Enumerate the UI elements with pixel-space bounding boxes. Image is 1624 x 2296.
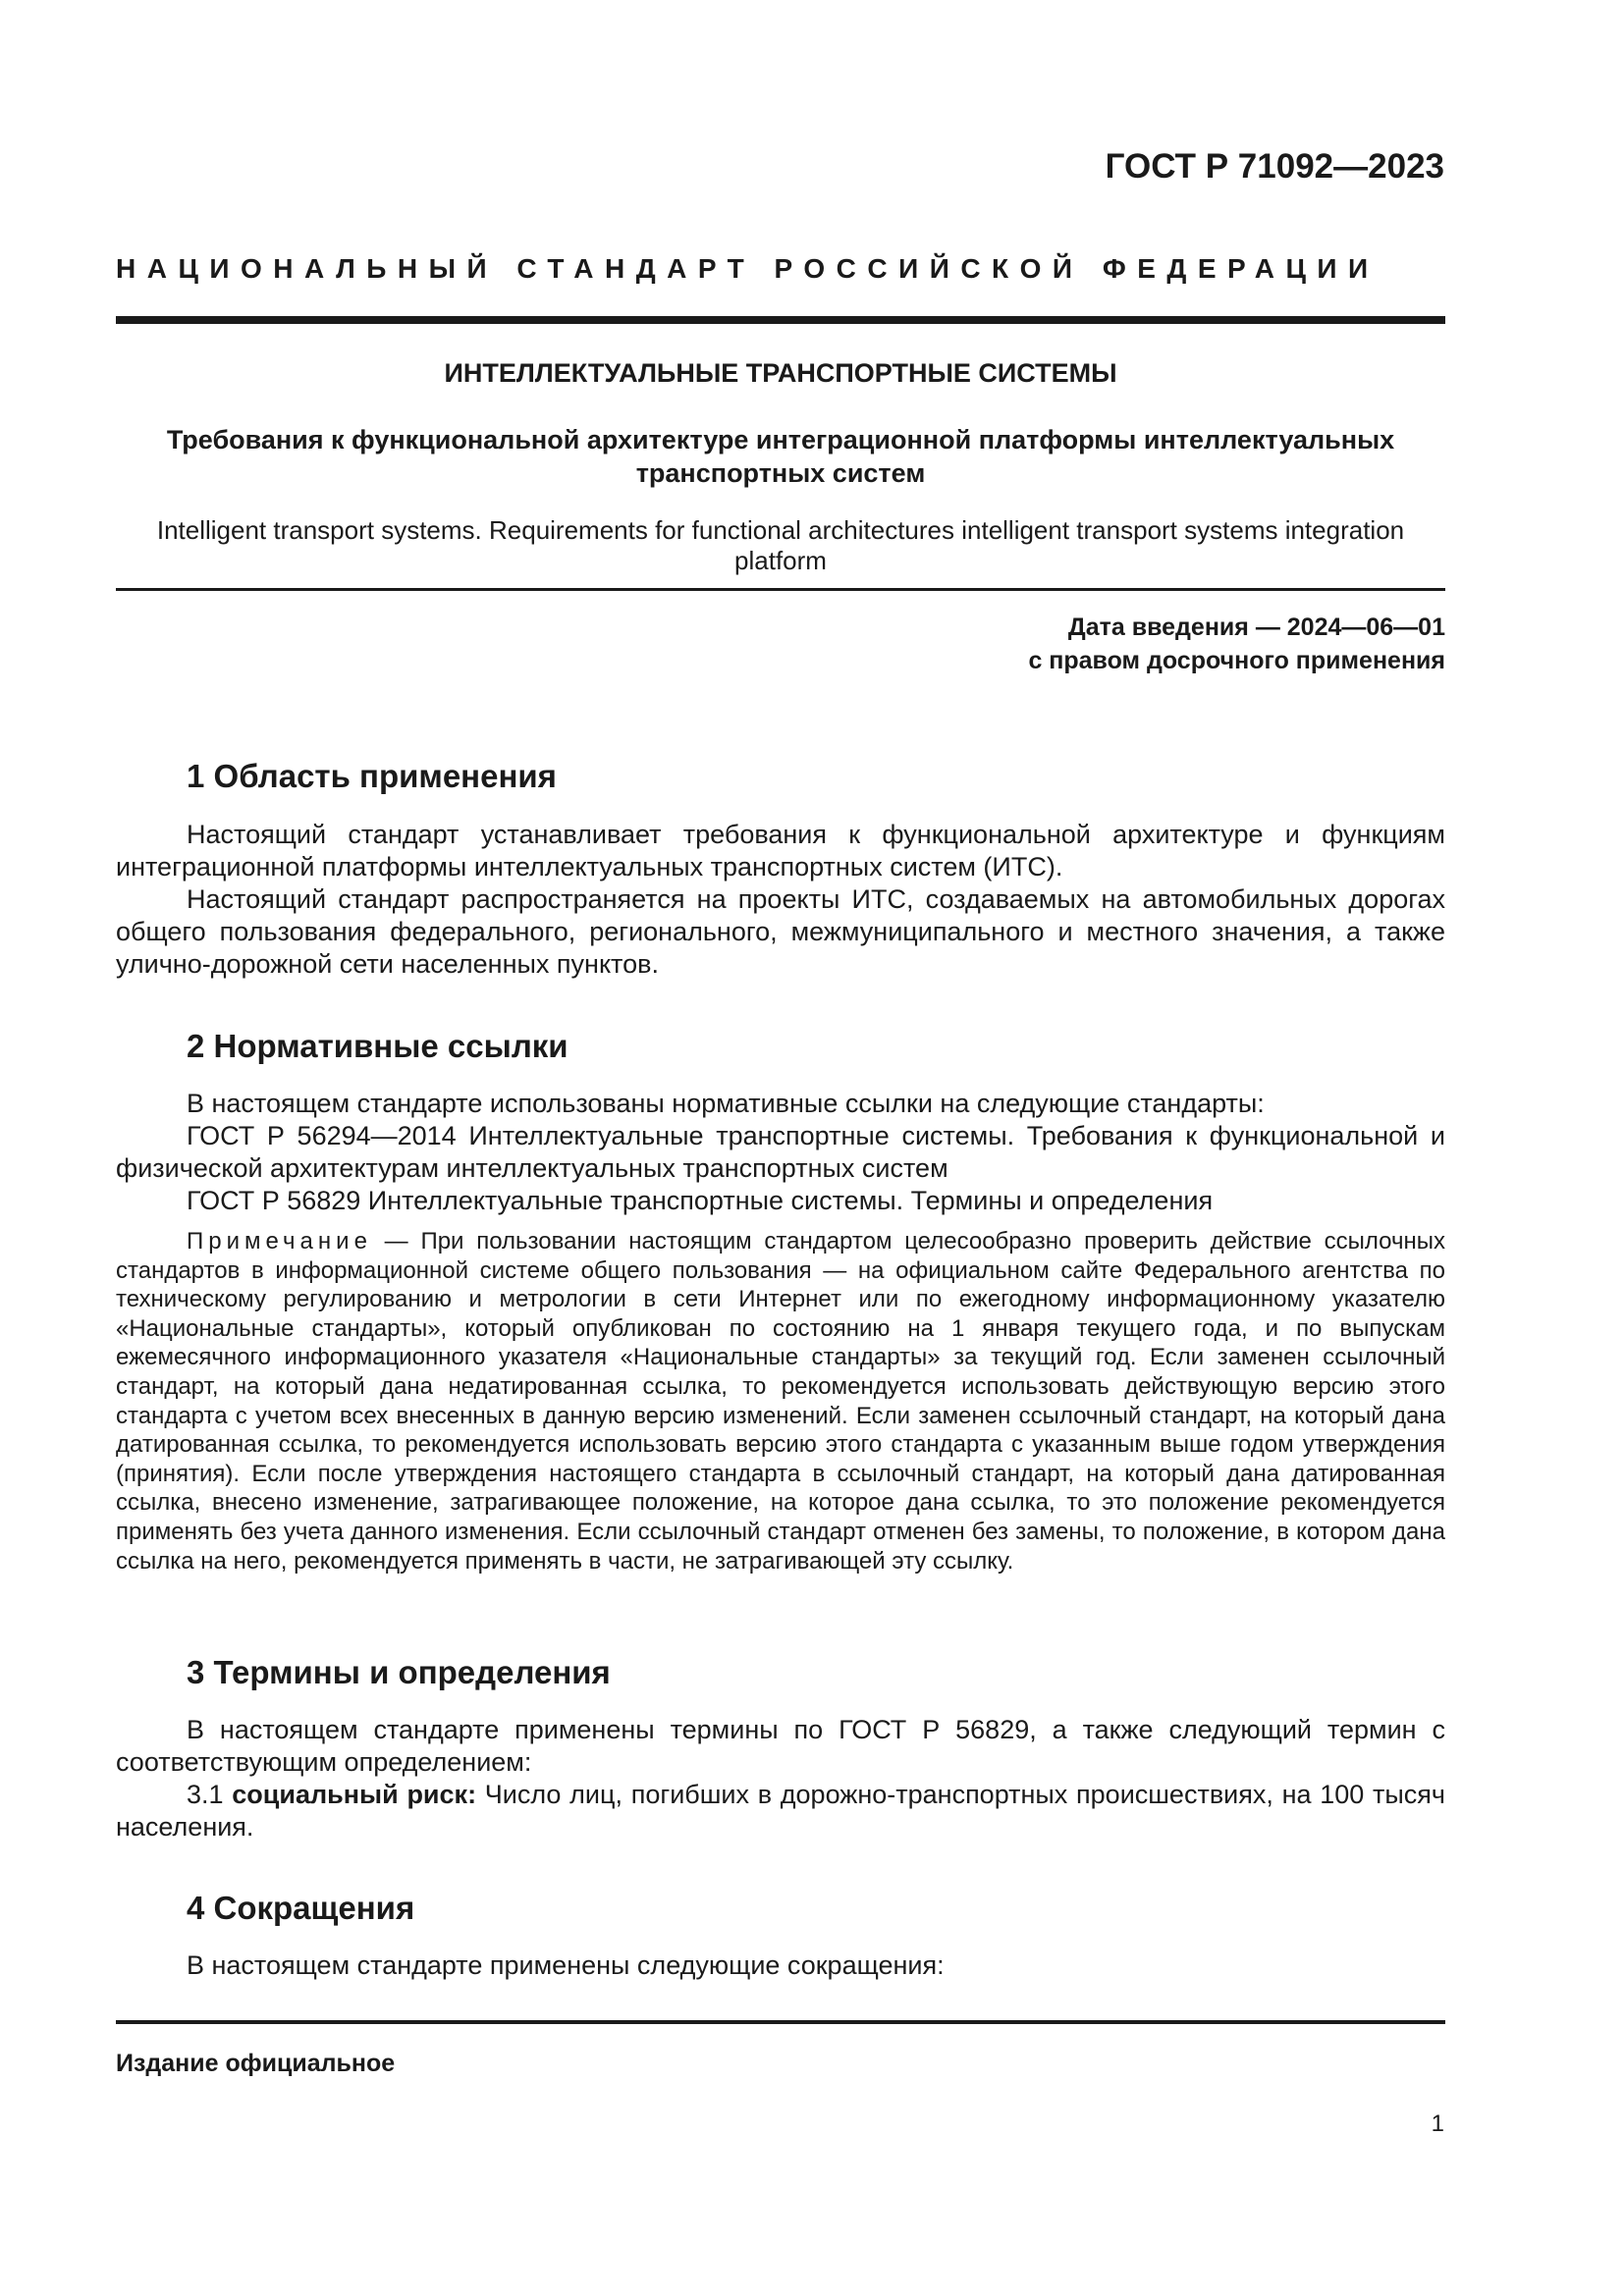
section-body-refs (116, 1088, 1445, 1217)
header-divider (116, 316, 1445, 324)
paragraph: Настоящий стандарт устанавливает требования к функциональной архитектуре и функциям интеграционной платформы интеллектуальных транспортных систем (ИТС). (116, 820, 1445, 881)
term-text: Число лиц, погибших в дорожно-транспортных происшествиях, на 100 тысяч населения. (116, 1780, 1445, 1842)
section-heading-refs: 2 Нормативные ссылки (187, 1028, 568, 1064)
paragraph: Настоящий стандарт распространяется на проекты ИТС, создаваемых на автомобильных дорогах общего пользования федерального, регионального, межмуниципального и местного значения, а также улично-дорожной сети населенных пунктов. (116, 884, 1445, 979)
section-body-terms (116, 1714, 1445, 1843)
english-title: Intelligent transport systems. Requirements for functional architectures intelligent transport systems integration platform (156, 515, 1405, 575)
note-text: — При пользовании настоящим стандартом целесообразно проверить действие ссылочных стандартов в информационной системе общего пользования — на официальном сайте Федерального агентства по техническому регулированию и метрологии в сети Интернет или по ежегодному информационному указателю «Национальные стандарты», который опубликован по состоянию на 1 января текущего года, и по выпускам ежемесячного информационного указателя «Национальные стандарты» за текущий год. Если заменен ссылочный стандарт, на который дана недатированная ссылка, то рекомендуется использовать действующую версию этого стандарта с учетом всех внесенных в данную версию изменений. Если заменен ссылочный стандарт, на который дана датированная ссылка, то рекомендуется использовать версию этого стандарта с указанным выше годом утверждения (принятия). Если после утверждения настоящего стандарта в ссылочный стандарт, на который дана датированная ссылка, внесено изменение, затрагивающее положение, на которое дана ссылка, то это положение рекомендуется применять без учета данного изменения. Если ссылочный стандарт отменен без замены, то положение, в котором дана ссылка на него, рекомендуется применять в части, не затрагивающей эту ссылку. (116, 1228, 1445, 1575)
title-divider (116, 588, 1445, 591)
introduction-date: Дата введения — 2024—06—01 (1067, 614, 1445, 641)
section-heading-abbr: 4 Сокращения (187, 1890, 415, 1926)
edition-label: Издание официальное (116, 2050, 396, 2077)
introduction-date-block (1028, 611, 1445, 677)
early-application-note: с правом досрочного применения (1028, 647, 1445, 674)
note-block (116, 1227, 1445, 1575)
paragraph: В настоящем стандарте применены термины по ГОСТ Р 56829, а также следующий термин с соответствующим определением: (116, 1715, 1445, 1777)
paragraph: В настоящем стандарте применены следующие сокращения: (187, 1950, 945, 1980)
section-heading-scope: 1 Область применения (187, 758, 557, 794)
paragraph: В настоящем стандарте использованы нормативные ссылки на следующие стандарты: (187, 1089, 1265, 1118)
section-heading-terms: 3 Термины и определения (187, 1654, 611, 1690)
system-title: ИНТЕЛЛЕКТУАЛЬНЫЕ ТРАНСПОРТНЫЕ СИСТЕМЫ (444, 358, 1117, 388)
term-definition (116, 1779, 1445, 1843)
reference-item: ГОСТ Р 56294—2014 Интеллектуальные транспортные системы. Требования к функциональной и физической архитектурам интеллектуальных транспортных систем (116, 1121, 1445, 1183)
standard-designation: ГОСТ Р 71092—2023 (1105, 147, 1444, 186)
section-body-scope (116, 819, 1445, 981)
reference-item: ГОСТ Р 56829 Интеллектуальные транспортные системы. Термины и определения (187, 1186, 1214, 1215)
document-subtitle: Требования к функциональной архитектуре интеграционной платформы интеллектуальных транспортных систем (166, 425, 1395, 488)
section-body-abbr (116, 1949, 1445, 1982)
footer-divider (116, 2020, 1445, 2024)
page-number: 1 (1431, 2110, 1444, 2137)
note-label: Примечание (187, 1228, 372, 1255)
term-name: социальный риск: (232, 1780, 477, 1809)
national-standard-banner: НАЦИОНАЛЬНЫЙ СТАНДАРТ РОССИЙСКОЙ ФЕДЕРАЦИИ (116, 253, 1380, 284)
term-number: 3.1 (187, 1780, 224, 1809)
